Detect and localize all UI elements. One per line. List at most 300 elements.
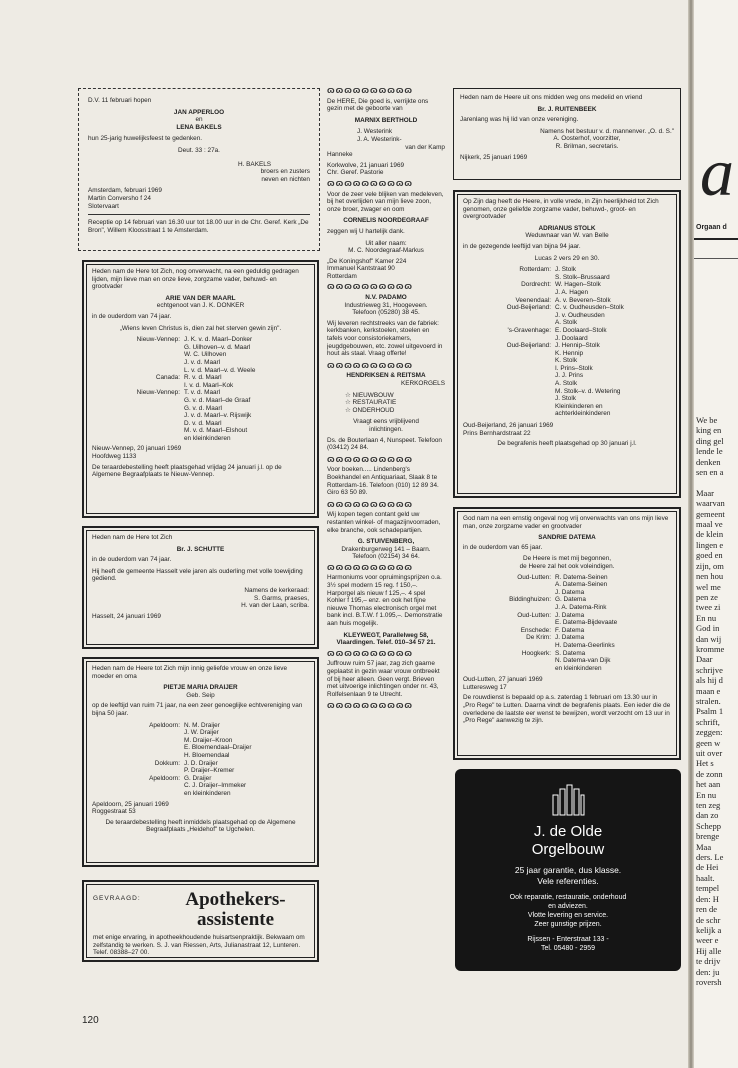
relative-row [92,435,309,443]
relative-place [92,435,184,443]
relative-row [463,581,671,589]
masthead-rule [694,238,738,240]
bible-verse: Deut. 33 : 27a. [178,146,220,154]
relative-place: Veenendaal: [515,296,551,304]
funeral-text: De begrafenis heeft plaatsgehad op 30 januari j.l. [497,440,637,448]
guarantee-line-2: Vele referenties. [537,876,599,886]
relative-place: Nieuw-Vennep: [136,336,180,344]
age-line: in de ouderdom van 74 jaar. [92,312,172,320]
relative-row [463,342,671,350]
relative-place [463,665,555,673]
middle-column [327,84,445,1014]
relative-row [92,344,309,352]
deceased-name: Br. J. SCHUTTE [176,545,225,553]
relative-row [463,642,671,650]
relative-row [463,619,671,627]
job-title-line-1: Apothekers- [185,889,286,910]
article-line: maal ve [696,519,723,530]
funeral-text: De teraardebestelling heeft inmiddels plaatsgehad op de Algemene Begraafplaats „Heidehof" te Ugchelen. [105,818,296,834]
thanks-intro: Voor de zeer vele blijken van medeleven, bij het overlijden van mijn lieve zoon, onze broer, zwager en oom [327,190,444,213]
deceased-name: SANDRIE DATEMA [538,534,596,542]
star-icon: ☆ [345,406,353,414]
anniversary-date: D.V. 11 februari hopen [88,97,152,104]
service-line-4: Zeer gunstige prijzen. [534,921,602,928]
datema-obituary [453,507,681,760]
relative-row [463,372,671,380]
relative-name: J. v. d. Maarl–v. Rijswijk [184,412,252,420]
bookshop-text: Voor boeken..... Lindenberg's Boekhandel en Antiquariaat, Slaak 8 te Rotterdam-16. Telefoon (010) 12 89 34. Giro 63 50 89. [327,466,439,497]
relative-row [463,289,671,297]
relative-place [463,335,555,343]
relative-place [92,752,184,760]
obituary-intro: Op Zijn dag heeft de Heere, in volle vrede, in Zijn heerlijkheid tot Zich genomen, onze geliefde zorgzame vader, behuwd-, groot- en overgrootvader [463,198,659,221]
article-line: te drijv [696,956,721,967]
relative-place: Oud-Beijerland: [506,304,551,312]
relative-name: J. A. Datema-Rink [555,603,607,611]
widower-line: Weduwnaar van W. van Belle [525,232,609,240]
relative-name: N. M. Draijer [184,721,220,729]
article-line: waarvan [696,498,725,509]
job-description: met enige ervaring, in apotheekhoudende huisartsenpraktijk. Bekwaam om zelfstandig te werken. S. J. van Riessen, Arts, Julianastraat 12, Lunteren. Telef. 08388–27 00. [93,934,305,957]
relative-name: A. Stolk [555,319,578,327]
relative-place [92,412,184,420]
address-line-1: Oud-Beijerland, 26 januari 1969 [463,422,554,430]
article-line: dan wij [696,633,722,644]
relative-name: P. Draijer–Kremer [184,767,235,775]
relative-name: A. Datema-Seinen [555,581,608,589]
de-olde-orgelbouw-ad [455,769,681,971]
relative-name: E. Doolaard–Stolk [555,326,607,334]
job-title-line-2: assistente [196,909,275,930]
address-line-1: Oud-Lutten, 27 januari 1969 [463,676,543,684]
address-line-1: Korkwolve, 21 januari 1969 [327,161,405,169]
obituary-intro: Heden nam de Heere tot Zich mijn innig geliefde vrouw en onze lieve moeder en oma [92,665,288,680]
article-line: lende le [696,446,723,457]
relative-place [463,589,555,597]
organ-pipes-icon [551,783,585,817]
age-line: in de ouderdom van 65 jaar. [463,543,543,551]
relative-place [92,744,184,752]
article-line: haalt. [696,872,715,883]
ruitenbeek-obituary [453,88,681,180]
guarantee-line-1: 25 jaar garantie, dus klasse. [514,865,622,875]
relative-place: 's-Gravenhage: [507,326,551,334]
service-item: ☆ NIEUWBOUW [345,391,394,399]
article-line: de Hei [696,862,719,873]
relative-place: Dordrecht: [521,281,551,289]
relative-place [92,767,184,775]
service-line-3: Vlotte levering en service. [527,912,609,919]
relative-place: Canada: [155,374,180,382]
ornament-separator: ɷɷɷɷɷɷɷɷɷɷ [327,455,414,464]
relative-name: K. Stolk [555,357,578,365]
relative-row [463,395,671,403]
relatives-list [92,722,309,798]
article-line: king en [696,425,722,436]
relative-row [463,634,671,642]
relative-row [463,657,671,665]
schutte-obituary [82,526,319,649]
company-address: Industrieweg 31, Hoogeveen. [344,301,428,309]
baby-name: MARNIX BERTHOLD [354,116,418,124]
apothekers-assistente-ad [82,880,319,962]
article-line: schrift, [696,716,720,727]
article-line: zijn, om [696,560,724,571]
funeral-text: De teraardebestelling heeft plaatsgehad vrijdag 24 januari j.l. op de Algemene Begraafplaats te Nieuw-Vennep. [92,463,282,479]
article-line: ding gel [696,435,724,446]
relative-place [92,397,184,405]
relative-name: J. Datema [555,588,585,596]
masthead-letter: a [700,134,734,210]
relative-row [92,427,309,435]
obituary-intro: Heden nam de Here tot Zich [92,534,173,541]
relative-place: Apeldoorn: [149,721,180,729]
article-line [696,477,725,487]
relative-place [463,357,555,365]
article-line: den: H [696,893,719,904]
article-line: We be [696,415,718,425]
relatives-list [463,266,671,418]
relative-place [92,344,184,352]
article-line: pen ze [696,591,718,602]
relative-row [463,297,671,305]
funeral-text: De rouwdienst is bepaald op a.s. zaterdag 1 februari om 13.30 uur in „Pro Rege" te Lutten. Daarna vindt de begrafenis plaats. Een ieder die de overledene de laatste eer wenst te bewijzen, wordt verzocht om 13 uur in „Pro Rege" aanwezig te zijn. [463,694,671,725]
relative-name: J. v. d. Maarl [184,358,221,366]
address-line-2: Martin Conversho f 24 [88,194,151,202]
relatives-list [463,574,671,673]
quote: „Wiens leven Christus is, dien zal het sterven gewin zijn". [119,324,282,332]
relative-place [463,372,555,380]
date-line: Hasselt, 24 januari 1969 [92,612,161,620]
relative-place [463,380,555,388]
parent-1: J. Westerink [357,128,393,136]
relative-row [92,775,309,783]
signature-2: broers en zusters [260,168,310,176]
sibling: Hanneke [327,151,353,159]
relative-row [92,782,309,790]
relative-place: Oud-Lutten: [517,611,551,619]
relative-row [463,650,671,658]
company-address: Ds. de Bouterlaan 4, Nunspeet. Telefoon (03412) 24 84. [327,436,442,452]
service-item: ☆ RESTAURATIE [345,399,397,407]
relative-place [92,420,184,428]
relative-row [463,403,671,411]
article-line: sen en a [696,467,724,478]
relative-place [463,619,555,627]
groom-name: JAN APPERLOO [173,108,225,116]
service-text: Hij heeft de gemeente Hasselt vele jaren als ouderling met volle toewijding gediend. [92,567,303,583]
relative-row [463,281,671,289]
signature-1: Namens het bestuur v. d. mannenver. „O. d. S." [540,127,674,135]
article-line: Psalm 1 [696,706,724,717]
next-page-edge [694,0,738,1068]
relative-name: E. Datema-Bijdevaate [555,619,618,627]
buyer-address: Drakenburgerweg 141 – Baarn. [341,545,431,553]
relative-row [92,420,309,428]
relative-row [463,627,671,635]
relative-name: en kleinkinderen [184,434,231,442]
relative-name: E. Bloemendaal–Draijer [184,744,252,752]
relative-place [463,657,555,665]
article-line: tempel [696,883,720,894]
deceased-name: ADRIANUS STOLK [538,224,596,232]
relative-name: T. v. d. Maarl [184,389,221,397]
relative-name: H. Bloemendaal [184,751,230,759]
info-line-1: Vraagt eens vrijblijvend [353,418,419,426]
buyer-text: Wij kopen tegen contant geld uw restanten winkel- of magazijnvoorraden, elke branche, ook schadepartijen. [327,511,441,534]
article-line: Maa [696,841,712,852]
relative-name: J. Doolaard [555,334,588,342]
harmonium-text: Harmoniums voor opruimingsprijzen o.a. 3½ spel modern 15 reg. f 150,–. Harporgel als nieuw f 125,–. 4 spel Kohler f 195,– enz. en ook het fijne nieuwe Thomas electronisch orgel met bank incl. B.T.W. f 1.095,–. Demonstratie aan huis mogelijk. [327,574,443,628]
service-line-2: en adviezen. [548,903,588,910]
relative-row [463,604,671,612]
relative-place: Nieuw-Vennep: [136,389,180,397]
relative-row [463,612,671,620]
article-line: gemeent [696,508,725,519]
wanted-label: GEVRAAGD: [93,895,141,902]
ornament-separator: ɷɷɷɷɷɷɷɷɷɷ [327,283,414,292]
article-line: het aan [696,779,721,790]
info-line-2: inlichtingen. [369,425,403,433]
relative-place: Oud-Lutten: [517,573,551,581]
article-line: kelijk a [696,924,722,935]
article-text-fragment [696,415,725,987]
relative-row [92,359,309,367]
relative-row [92,336,309,344]
quote-line-2: de Heere zal het ook voleindigen. [519,562,615,570]
signature-3: neven en nichten [261,175,310,183]
company-text: Wij leveren rechtstreeks van de fabriek: kerkbanken, kerkstoelen, stoelen en tafels voor consistoriekamers, jeugdgebouwen, etc. zowel uitgevoerd in hout als staal. Vraag offerte! [327,319,443,358]
relative-name: N. Datema-van Dijk [555,657,611,665]
relative-name: F. Datema [555,626,585,634]
relative-row [92,767,309,775]
relative-name: J. Stolk [555,266,576,274]
article-line: Hij alle [696,945,722,956]
relative-row [463,274,671,282]
relative-name: M. Stolk–v. d. Wetering [555,387,621,395]
apperloo-anniversary-ad [78,88,320,251]
relative-place: Oud-Beijerland: [506,342,551,350]
article-line: nen hou [696,571,724,582]
relative-place [463,365,555,373]
relative-row [463,350,671,358]
relative-place [92,427,184,435]
relative-name: J. v. Oudheusden [555,311,605,319]
article-line: geen w [696,737,721,748]
article-line: dan zo [696,810,719,821]
ornament-separator: ɷɷɷɷɷɷɷɷɷɷ [327,179,414,188]
relative-name: A. v. Beveren–Stolk [555,296,611,304]
relative-place: Enschede: [520,626,551,634]
draijer-obituary [82,657,319,867]
relative-place: Apeldoorn: [149,774,180,782]
relative-place [463,604,555,612]
company-subtitle: KERKORGELS [400,380,445,387]
relative-name: J. Datema [555,634,585,642]
relative-place [92,782,184,790]
address-line-2: Prins Bernhardstraat 22 [463,429,531,437]
masthead-subtitle: Orgaan d [696,224,727,231]
relative-place [463,581,555,589]
signature-3: H. van der Laan, scriba. [241,602,309,610]
relative-name: G. Uilhoven–v. d. Maarl [184,343,251,351]
article-line: Maar [696,487,714,498]
relative-place: De Krim: [526,634,551,642]
article-line: ders. Le [696,852,724,863]
relative-row [92,389,309,397]
birth-intro: De HERE, Die goed is, verrijkte ons gezin met de geboorte van [327,97,429,113]
address-line-2: Chr. Geref. Pastorie [327,169,384,177]
ornament-separator: ɷɷɷɷɷɷɷɷɷɷ [327,361,414,370]
buyer-name: G. STUIVENBERG, [357,538,415,546]
parent-2-maiden: van der Kamp [405,143,445,151]
article-line: En nu [696,612,717,623]
membership-text: Jarenlang was hij lid van onze vereniging. [460,116,579,124]
deceased-name: CORNELIS NOORDEGRAAF [343,217,429,225]
relative-row [463,596,671,604]
relative-name: J. K. v. d. Maarl–Donker [184,336,253,344]
classified-text: Juffrouw ruim 57 jaar, zag zich gaarne geplaatst in gezin waar vrouw ontbreekt of bij heer alleen. Geen vergt. Brieven met uitvoerige inlichtingen onder nr. 43, Rolfelsenlaan 9 te Utrecht. [327,660,440,698]
address-line-1: „De Koningshof" Kamer 224 [327,257,407,265]
van-der-maarl-obituary [82,260,319,518]
address-line-2: Roggestraat 53 [92,808,136,816]
relative-row [463,410,671,418]
quote-line-1: De Heere is met mij begonnen, [522,555,612,563]
relative-place [463,410,555,418]
relative-name: W. Hagen–Stolk [555,281,601,289]
company-name: N.V. PADAMO [365,294,407,302]
relative-name: G. Datema [555,596,586,604]
article-line: goed en [696,550,723,561]
address-line-3: Slotervaart [88,202,119,210]
relatives-list [92,336,309,442]
ornament-separator: ɷɷɷɷɷɷɷɷɷɷ [327,563,414,572]
relative-row [463,665,671,673]
relative-row [463,574,671,582]
relative-row [463,335,671,343]
relative-name: I. Prins–Stolk [555,364,593,372]
relative-row [463,380,671,388]
relative-row [92,382,309,390]
bride-name: LENA BAKELS [176,123,222,131]
relative-name: D. v. d. Maarl [184,419,222,427]
article-line: de zonn [696,768,723,779]
relative-name: S. Datema [555,649,586,657]
address-line-1: Nieuw-Vennep, 20 januari 1969 [92,445,182,453]
relative-place [92,359,184,367]
relative-row [92,752,309,760]
relative-row [92,790,309,798]
article-line: denken [696,456,721,467]
relative-row [92,760,309,768]
relative-name: G. v. d. Maarl [184,404,222,412]
service-line-1: Ook reparatie, restauratie, onderhoud [509,894,627,901]
relative-place [463,312,555,320]
article-line: En nu [696,789,717,800]
age-line: in de ouderdom van 74 jaar. [92,556,172,564]
relative-name: W. C. Uilhoven [184,351,227,359]
relative-row [92,412,309,420]
relative-place [463,289,555,297]
star-icon: ☆ [345,391,353,399]
obituary-intro: Heden nam de Heere uit ons midden weg ons medelid en vriend [460,94,643,101]
company-address: Rijssen - Enterstraat 133 - [527,936,609,943]
relative-place [92,405,184,413]
relative-row [92,729,309,737]
relative-row [92,744,309,752]
article-line: Daar [696,654,713,665]
company-name: HENDRIKSEN & REITSMA [346,372,426,380]
masthead-rule-thin [694,258,738,259]
article-line: uit over [696,748,723,758]
reception-text: Receptie op 14 februari van 16.30 uur tot 18.00 uur in de Chr. Geref. Kerk „De Bron", Willem Kloosstraat 1 te Amsterdam. [88,219,309,234]
relative-row [463,388,671,396]
relative-name: J. Hennip–Stolk [555,342,600,350]
relative-place [463,319,555,327]
parent-2: J. A. Westerink- [357,135,402,143]
stolk-obituary [453,190,681,498]
relative-row [463,319,671,327]
article-line: maan e [696,685,721,696]
article-line: brenge [696,831,720,842]
article-line: weer e [696,935,719,946]
relative-name: J. Datema [555,611,585,619]
buyer-phone: Telefoon (02154) 34 64. [352,553,420,561]
relative-name: J. J. Prins [555,372,584,380]
relative-name: C. v. Oudheusden–Stolk [555,304,624,312]
signature-2: M. C. Noordegraaf-Markus [348,247,424,255]
article-line: als hij d [696,675,723,686]
relative-place: Biddinghuizen: [509,596,551,604]
article-line: kromme [696,643,725,654]
service-list [345,392,445,415]
company-phone: Tel. 05480 - 2959 [540,945,596,952]
signature-1: H. BAKELS [238,160,272,168]
article-line: zeggen: [696,727,723,738]
relative-row [92,374,309,382]
relative-name: H. Datema-Geerlinks [555,641,615,649]
relative-place [463,388,555,396]
deceased-name: PIETJE MARIA DRAIJER [163,684,238,692]
relative-name: K. Hennip [555,349,584,357]
address-line-1: Amsterdam, februari 1969 [88,187,162,195]
relative-name: A. Stolk [555,380,578,388]
birth-name: Geb. Seip [186,691,215,699]
signature-1: Namens de kerkeraad: [244,586,309,594]
article-line: Het s [696,758,714,769]
relative-name: achterkleinkinderen [555,410,611,418]
deceased-name: ARIE VAN DER MAARL [165,294,236,302]
relative-name: en kleinkinderen [555,664,602,672]
spouse-line: echtgenoot van J. K. DONKER [156,302,245,310]
relative-place [92,790,184,798]
bible-verse: Lucas 2 vers 29 en 30. [534,254,600,262]
obituary-intro: Heden nam de Here tot Zich, nog onverwacht, na een geduldig gedragen lijden, mijn lieve man en onze lieve, zorgzame vader, behuwd- en grootvader [92,268,299,291]
article-line: ten zeg [696,800,721,811]
age-line: in de gezegende leeftijd van bijna 94 jaar. [463,242,581,250]
star-icon: ☆ [345,399,353,407]
relative-row [92,351,309,359]
relative-place: Dokkum: [154,759,180,767]
article-line: schrijve [696,664,723,675]
relative-place [463,403,555,411]
relative-name: L. v. d. Maarl–v. d. Weele [184,366,256,374]
ornament-separator: ɷɷɷɷɷɷɷɷɷɷ [327,649,414,658]
relative-place [92,737,184,745]
relative-row [463,589,671,597]
service-item: ☆ ONDERHOUD [345,406,395,414]
relative-name: M. v. d. Maarl–Elshout [184,427,248,435]
